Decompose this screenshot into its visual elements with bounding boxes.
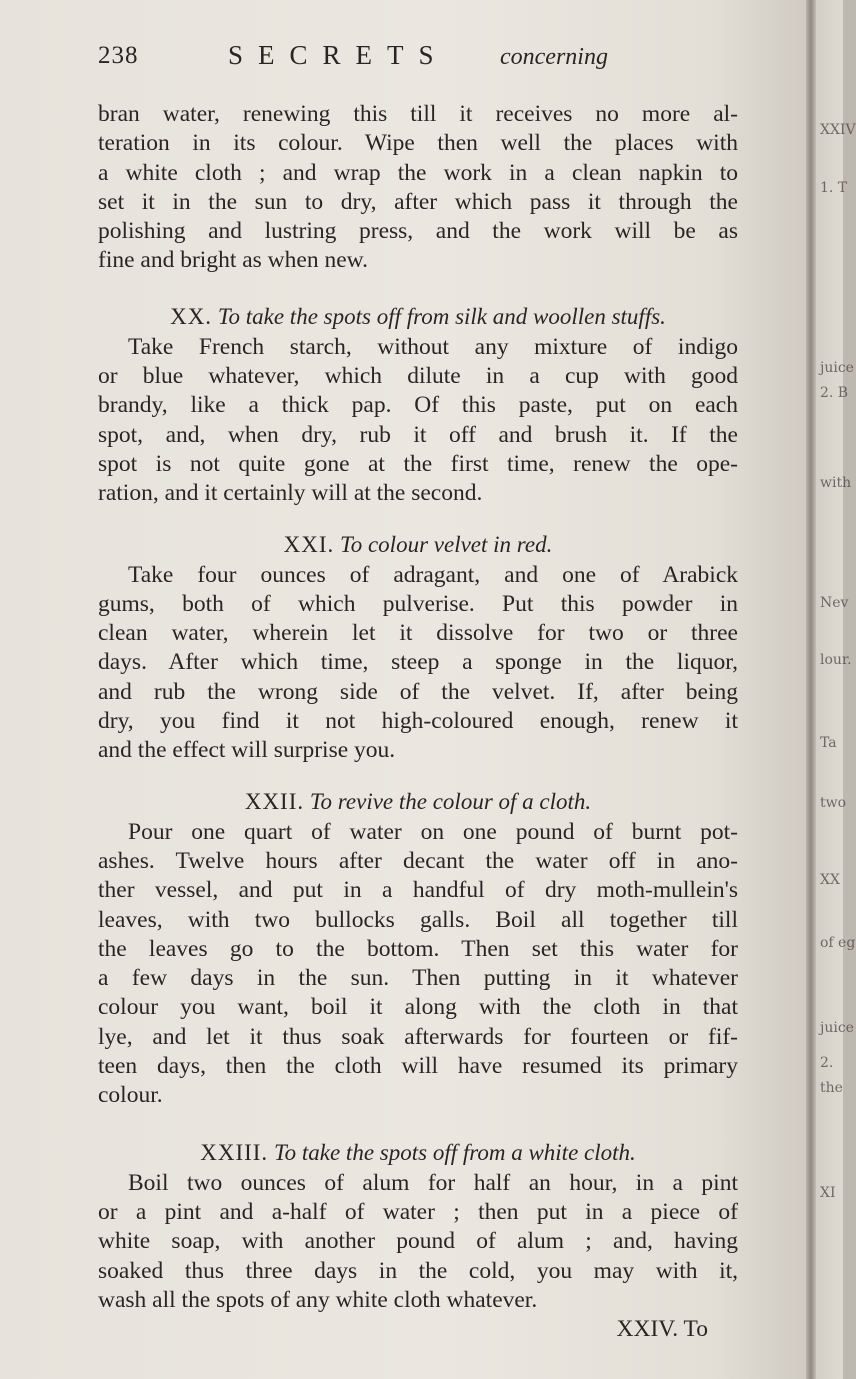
running-head — [98, 38, 738, 78]
text-line: lye, and let it thus soak afterwards for fourteen or fif- — [98, 1023, 738, 1050]
section-heading — [98, 1137, 738, 1169]
section-number: XXIII. — [200, 1139, 269, 1165]
facing-text-fragment: juice — [820, 360, 854, 376]
section-number: XXII. — [244, 788, 305, 814]
facing-text-fragment: Ta — [820, 735, 837, 751]
intro-paragraph — [98, 100, 738, 276]
text-line: wash all the spots of any white cloth whatever. — [98, 1286, 538, 1313]
section-title: To take the spots off from a white cloth. — [273, 1139, 636, 1165]
facing-text-fragment: of eg — [820, 935, 856, 951]
text-line: white soap, with another pound of alum ; and, having — [98, 1228, 738, 1255]
facing-text-fragment: lour. — [820, 652, 852, 668]
text-line: a few days in the sun. Then putting in it whatever — [98, 965, 738, 992]
page-number: 238 — [98, 42, 139, 69]
text-line: dry, you find it not high-coloured enough, renew it — [98, 708, 738, 735]
text-line: set it in the sun to dry, after which pass it through the — [98, 188, 738, 215]
section-number: XXI. — [283, 531, 335, 557]
text-line: teen days, then the cloth will have resumed its primary — [98, 1053, 738, 1080]
section-heading — [98, 301, 738, 333]
text-line: gums, both of which pulverise. Put this powder in — [98, 590, 738, 617]
text-line: or blue whatever, which dilute in a cup with good — [98, 363, 738, 390]
text-line: fine and bright as when new. — [98, 247, 368, 274]
facing-text-fragment: 1. T — [820, 180, 848, 196]
facing-text-fragment: XI — [820, 1185, 836, 1201]
text-line: and the effect will surprise you. — [98, 737, 396, 764]
text-line: spot, and, when dry, rub it off and brush it. If the — [98, 421, 738, 448]
facing-text-fragment: XX — [820, 872, 840, 888]
running-subtitle: concerning — [500, 44, 608, 70]
section-number: XX. — [170, 303, 213, 329]
text-line: ration, and it certainly will at the second. — [98, 480, 483, 507]
section-xxi — [98, 529, 738, 766]
text-line: Pour one quart of water on one pound of burnt pot- — [128, 818, 738, 845]
text-line: the leaves go to the bottom. Then set this water for — [98, 935, 738, 962]
section-xxii — [98, 786, 738, 1111]
catchword: XXIV. To — [616, 1316, 708, 1343]
section-title: To take the spots off from silk and woollen stuffs. — [217, 303, 666, 329]
text-line: polishing and lustring press, and the work will be as — [98, 218, 738, 245]
book-gutter — [806, 0, 816, 1379]
text-line: Boil two ounces of alum for half an hour, in a pint — [128, 1169, 738, 1196]
text-line: teration in its colour. Wipe then well the places with — [98, 130, 738, 157]
text-line: a white cloth ; and wrap the work in a clean napkin to — [98, 159, 738, 186]
section-xxiii — [98, 1137, 738, 1315]
facing-text-fragment: XXIV — [820, 122, 856, 138]
text-line: colour you want, boil it along with the cloth in that — [98, 994, 738, 1021]
text-line: bran water, renewing this till it receives no more al- — [98, 101, 738, 127]
section-title: To colour velvet in red. — [340, 531, 553, 557]
text-line: clean water, wherein let it dissolve for two or three — [98, 620, 738, 647]
text-line: days. After which time, steep a sponge in the liquor, — [98, 649, 738, 676]
text-line: colour. — [98, 1082, 163, 1109]
text-line: ashes. Twelve hours after decant the water off in ano- — [98, 847, 738, 874]
page-body — [98, 100, 738, 1344]
facing-text-fragment: two — [820, 795, 847, 811]
text-line: leaves, with two bullocks galls. Boil all together till — [98, 906, 738, 933]
facing-text-fragment: juice — [820, 1020, 854, 1036]
text-line: ther vessel, and put in a handful of dry moth-mullein's — [98, 877, 738, 904]
facing-text-fragment: the — [820, 1080, 843, 1096]
section-heading — [98, 529, 738, 561]
facing-text-fragment: Nev — [820, 595, 849, 611]
section-heading — [98, 786, 738, 818]
text-line: soaked thus three days in the cold, you may with it, — [98, 1257, 738, 1284]
facing-text-fragment: 2. B — [820, 385, 849, 401]
text-line: spot is not quite gone at the first time, renew the ope- — [98, 450, 738, 477]
section-xx — [98, 301, 738, 509]
text-line: brandy, like a thick pap. Of this paste, put on each — [98, 392, 738, 419]
running-title: SECRETS — [228, 40, 449, 70]
text-line: and rub the wrong side of the velvet. If, after being — [98, 678, 738, 705]
facing-page-edge — [816, 0, 856, 1379]
section-title: To revive the colour of a cloth. — [309, 788, 592, 814]
text-line: Take French starch, without any mixture of indigo — [128, 333, 738, 360]
facing-text-fragment: 2. — [820, 1055, 834, 1071]
text-line: or a pint and a-half of water ; then put in a piece of — [98, 1198, 738, 1225]
text-line: Take four ounces of adragant, and one of Arabick — [128, 561, 738, 588]
facing-text-fragment: with — [820, 475, 852, 491]
